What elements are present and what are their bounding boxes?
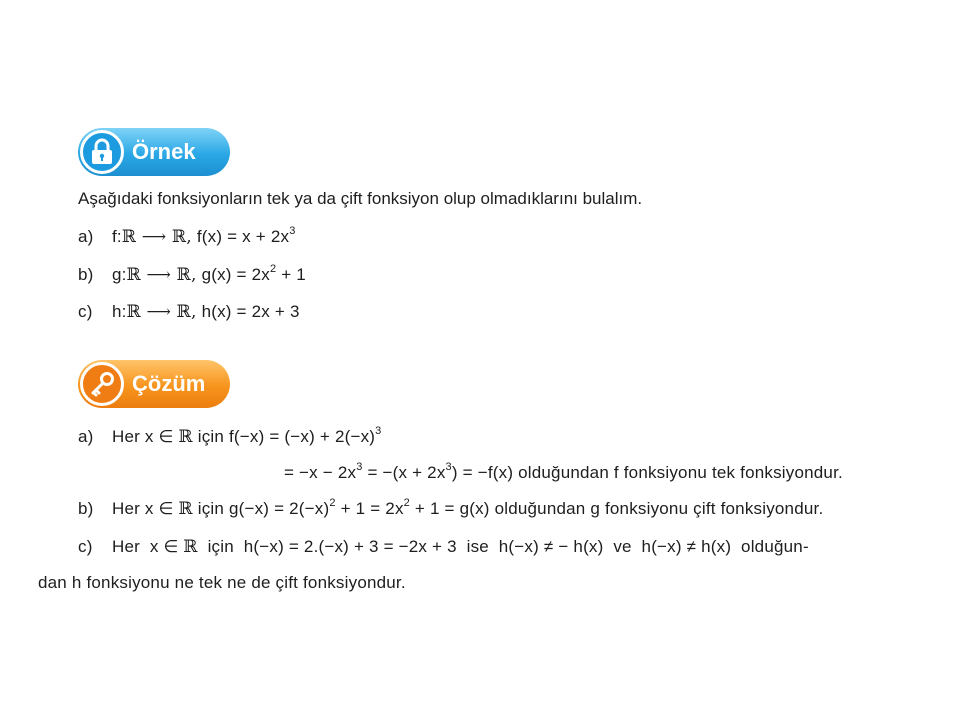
example-item-c: c) h:ℝ ⟶ ℝ, h(x) = 2x + 3 bbox=[78, 302, 300, 322]
solution-c-line2: dan h fonksiyonu ne tek ne de çift fonksiyondur. bbox=[38, 573, 406, 592]
solution-c-line1: c) Her x ∈ ℝ için h(−x) = 2.(−x) + 3 = −2x + 3 ise h(−x) ≠ − h(x) ve h(−x) ≠ h(x) olduğun- bbox=[78, 537, 809, 557]
solution-badge-label: Çözüm bbox=[132, 371, 206, 396]
solution-badge bbox=[78, 360, 230, 408]
example-item-a: a) f:ℝ ⟶ ℝ, $f(x) = x + 2x^3$ bbox=[78, 225, 296, 247]
lock-icon bbox=[80, 130, 124, 174]
example-badge-label: Örnek bbox=[132, 139, 196, 164]
example-item-b: b) g:ℝ ⟶ ℝ, $g(x) = 2x^2 + 1$ bbox=[78, 263, 306, 285]
key-icon bbox=[80, 362, 124, 406]
example-intro: Aşağıdaki fonksiyonların tek ya da çift fonksiyon olup olmadıklarını bulalım. bbox=[78, 189, 643, 208]
solution-a-line1: a) Her x ∈ ℝ için $f(-x) = (-x) + 2(-x)^3$ bbox=[78, 425, 382, 447]
solution-a-line2: = $-x - 2x^3 = -(x + 2x^3) = -f(x)$ olduğundan f fonksiyonu tek fonksiyondur. bbox=[284, 461, 843, 482]
example-badge bbox=[78, 128, 230, 176]
solution-b: b) Her x ∈ ℝ için $g(-x) = 2(-x)^2 + 1 = 2x^2 + 1 = g(x)$ olduğundan g fonksiyonu çift fonksiyondur. bbox=[78, 497, 824, 519]
